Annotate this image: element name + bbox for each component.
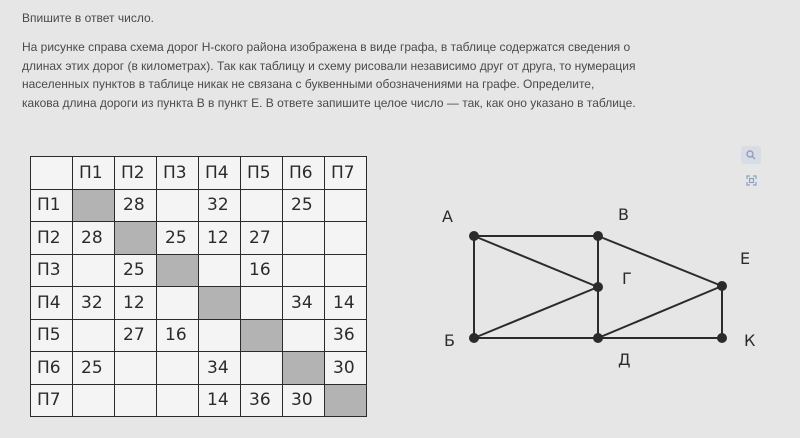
task-line: На рисунке справа схема дорог Н-ского района изображена в виде графа, в таблице содержатся сведения о (22, 40, 631, 54)
table-cell: 28 (115, 189, 157, 222)
graph-node-label: Г (622, 269, 632, 288)
table-cell: 30 (325, 352, 367, 385)
row-header: П1 (31, 189, 73, 222)
table-cell: 30 (283, 384, 325, 417)
graph-node (593, 282, 603, 292)
column-header: П7 (325, 157, 367, 190)
table-cell: 14 (325, 287, 367, 320)
table-cell: 25 (157, 222, 199, 255)
graph-node (717, 333, 727, 343)
graph-node-label: Е (740, 249, 751, 268)
column-header: П1 (73, 157, 115, 190)
row-header: П7 (31, 384, 73, 417)
column-header: П4 (199, 157, 241, 190)
graph-node (593, 333, 603, 343)
table-cell: 25 (283, 189, 325, 222)
graph-edge (474, 287, 598, 338)
table-cell: 27 (241, 222, 283, 255)
table-cell: 34 (199, 352, 241, 385)
table-cell: 25 (115, 254, 157, 287)
table-cell: 36 (325, 319, 367, 352)
table-cell: 12 (115, 287, 157, 320)
column-header: П5 (241, 157, 283, 190)
row-header: П3 (31, 254, 73, 287)
graph-node-label: Б (444, 331, 455, 350)
table-cell: 32 (73, 287, 115, 320)
row-header: П5 (31, 319, 73, 352)
row-header: П2 (31, 222, 73, 255)
graph-edge (598, 236, 722, 286)
instruction-text: Впишите в ответ число. (22, 11, 154, 25)
graph-node-label: К (744, 331, 756, 350)
graph-node (717, 281, 727, 291)
table-cell: 12 (199, 222, 241, 255)
graph-node (469, 333, 479, 343)
row-header: П4 (31, 287, 73, 320)
column-header: П2 (115, 157, 157, 190)
column-header: П6 (283, 157, 325, 190)
table-cell: 28 (73, 222, 115, 255)
table-cell: 16 (157, 319, 199, 352)
graph-edge (474, 236, 598, 287)
graph-node (469, 231, 479, 241)
table-cell: 36 (241, 384, 283, 417)
graph-node (593, 231, 603, 241)
graph-node-label: Д (618, 350, 631, 369)
graph-edge (598, 286, 722, 338)
table-cell: 16 (241, 254, 283, 287)
graph-node-label: А (442, 207, 453, 226)
table-cell: 32 (199, 189, 241, 222)
column-header: П3 (157, 157, 199, 190)
table-cell: 27 (115, 319, 157, 352)
graph-node-label: В (618, 205, 629, 224)
row-header: П6 (31, 352, 73, 385)
table-cell: 14 (199, 384, 241, 417)
task-line: населенных пунктов в таблице никак не связана с буквенными обозначениями на графе. Определите, (22, 77, 595, 91)
task-line: какова длина дороги из пункта В в пункт Е. В ответе запишите целое число — так, как оно указано в таблице. (22, 95, 636, 110)
table-cell: 25 (73, 352, 115, 385)
task-line: длинах этих дорог (в километрах). Так как таблицу и схему рисовали независимо друг от друга, то нумерация (22, 58, 636, 73)
table-cell: 34 (283, 287, 325, 320)
